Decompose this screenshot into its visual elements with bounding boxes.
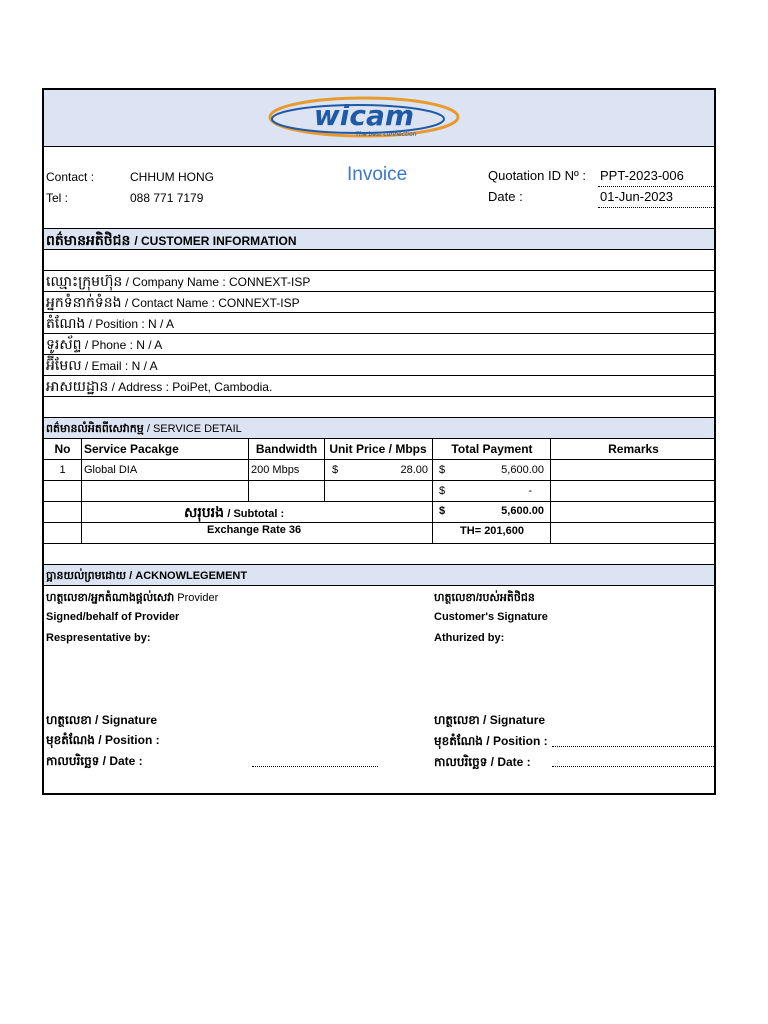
customer-sig-km: ហត្ថលេខា/របស់អតិថិជន — [434, 592, 535, 604]
address-value: / Address : PoiPet, Cambodia. — [111, 380, 273, 394]
service-section-title — [46, 422, 242, 438]
provider-signature-en: / Signature — [95, 713, 158, 727]
logo-text: wicam — [313, 99, 415, 132]
contact-label: Contact : — [46, 170, 95, 184]
subtotal-km: សរុបរង — [184, 504, 224, 520]
customer-signature-km: ហត្ថលេខា — [434, 713, 480, 727]
row1-total: 5,600.00 — [501, 464, 544, 476]
email-value: / Email : N / A — [84, 359, 158, 373]
date-label: Date : — [488, 189, 523, 204]
subtotal-value: 5,600.00 — [501, 505, 544, 517]
service-section-en: / SERVICE DETAIL — [146, 423, 242, 435]
customer-signed: Customer's Signature — [434, 611, 548, 623]
date-value: 01-Jun-2023 — [600, 189, 673, 204]
col-bandwidth-header: Bandwidth — [255, 442, 318, 456]
provider-date-km: កាលបរិច្ឆេទ — [46, 754, 100, 768]
customer-row-position — [46, 314, 174, 335]
customer-section-km: ពត៌មានអតិថិជន — [46, 232, 131, 248]
quotation-label: Quotation ID Nº : — [488, 168, 586, 183]
customer-row-address — [46, 377, 272, 398]
provider-sig-en: Provider — [177, 592, 219, 604]
quotation-value: PPT-2023-006 — [600, 168, 684, 183]
customer-position-field — [434, 733, 548, 751]
customer-date-field — [434, 754, 531, 772]
ack-section-km: ប្អានយល់ព្រមដោយ — [46, 570, 127, 582]
position-value: / Position : N / A — [88, 317, 175, 331]
company-label-km: ឈ្មោះក្រុមហ៊ុន — [46, 273, 123, 289]
position-label-km: តំណែង — [46, 315, 86, 331]
phone-value: / Phone : N / A — [84, 338, 163, 352]
invoice-title: Invoice — [347, 164, 408, 185]
wicam-logo — [266, 92, 462, 142]
tel-label: Tel : — [46, 191, 69, 205]
col-unitprice-header: Unit Price / Mbps — [329, 442, 427, 456]
row2-total: - — [528, 485, 532, 497]
provider-date-line[interactable] — [252, 766, 378, 767]
contact-name-value: / Contact Name : CONNEXT-ISP — [124, 296, 300, 310]
provider-signed: Signed/behalf of Provider — [46, 611, 180, 623]
customer-position-km: មុខតំណែង — [434, 734, 483, 748]
ack-section-title — [46, 569, 247, 585]
col-remarks-header: Remarks — [608, 442, 659, 456]
provider-signature-km: ហត្ថលេខា — [46, 713, 92, 727]
customer-position-line[interactable] — [552, 746, 714, 747]
row1-package: Global DIA — [84, 464, 138, 476]
contact-value: CHHUM HONG — [130, 170, 214, 184]
customer-row-company — [46, 272, 310, 293]
customer-signature-en: / Signature — [483, 713, 546, 727]
email-label-km: អ៊ីមែល — [46, 357, 82, 373]
customer-date-en: / Date : — [490, 755, 531, 769]
service-section-km: ពត៌មានលំអិតពីសេវាកម្ម — [46, 423, 144, 435]
row1-price-currency: $ — [332, 464, 339, 476]
provider-date-en: / Date : — [102, 754, 143, 768]
address-label-km: អាសយដ្ឋាន — [46, 378, 109, 394]
row2-total-currency: $ — [439, 485, 446, 497]
row1-price: 28.00 — [400, 464, 428, 476]
provider-position-field — [46, 732, 160, 750]
customer-date-line[interactable] — [552, 766, 714, 767]
customer-date-km: កាលបរិច្ឆេទ — [434, 755, 488, 769]
exchange-rate-label: Exchange Rate 36 — [207, 524, 302, 536]
provider-date-field — [46, 753, 143, 771]
row1-bandwidth: 200 Mbps — [251, 464, 300, 476]
customer-signature-field — [434, 712, 545, 730]
provider-position-en: / Position : — [98, 733, 160, 747]
row1-total-currency: $ — [439, 464, 446, 476]
subtotal-label — [184, 503, 284, 524]
ack-section-en: / ACKNOWLEGEMENT — [129, 570, 248, 582]
provider-position-km: មុខតំណែង — [46, 733, 95, 747]
col-total-header: Total Payment — [451, 442, 533, 456]
customer-row-email — [46, 356, 158, 377]
col-no-header: No — [54, 442, 71, 456]
provider-sig-km: ហត្ថលេខា/អ្នកតំណាងផ្ដល់សេវា — [46, 592, 175, 604]
customer-row-contact — [46, 293, 300, 314]
subtotal-currency: $ — [439, 505, 446, 517]
customer-section-en: / CUSTOMER INFORMATION — [134, 234, 297, 248]
exchange-rate-value: TH= 201,600 — [460, 525, 524, 537]
col-package-header: Service Pacakge — [84, 442, 179, 456]
provider-sig-title — [46, 591, 218, 607]
logo-tagline: The best connection — [355, 131, 417, 138]
company-value: / Company Name : CONNEXT-ISP — [125, 275, 311, 289]
customer-row-phone — [46, 335, 162, 356]
provider-signature-field — [46, 712, 157, 730]
customer-position-en: / Position : — [486, 734, 548, 748]
tel-value: 088 771 7179 — [130, 191, 204, 205]
contact-name-label-km: អ្នកទំនាក់ទំនង — [46, 294, 122, 310]
subtotal-en: / Subtotal : — [227, 508, 285, 520]
row1-no: 1 — [59, 464, 66, 476]
provider-rep: Respresentative by: — [46, 632, 151, 644]
invoice-sheet — [42, 88, 716, 795]
customer-rep: Athurized by: — [434, 632, 505, 644]
phone-label-km: ទូរស័ព្ទ — [46, 336, 82, 352]
